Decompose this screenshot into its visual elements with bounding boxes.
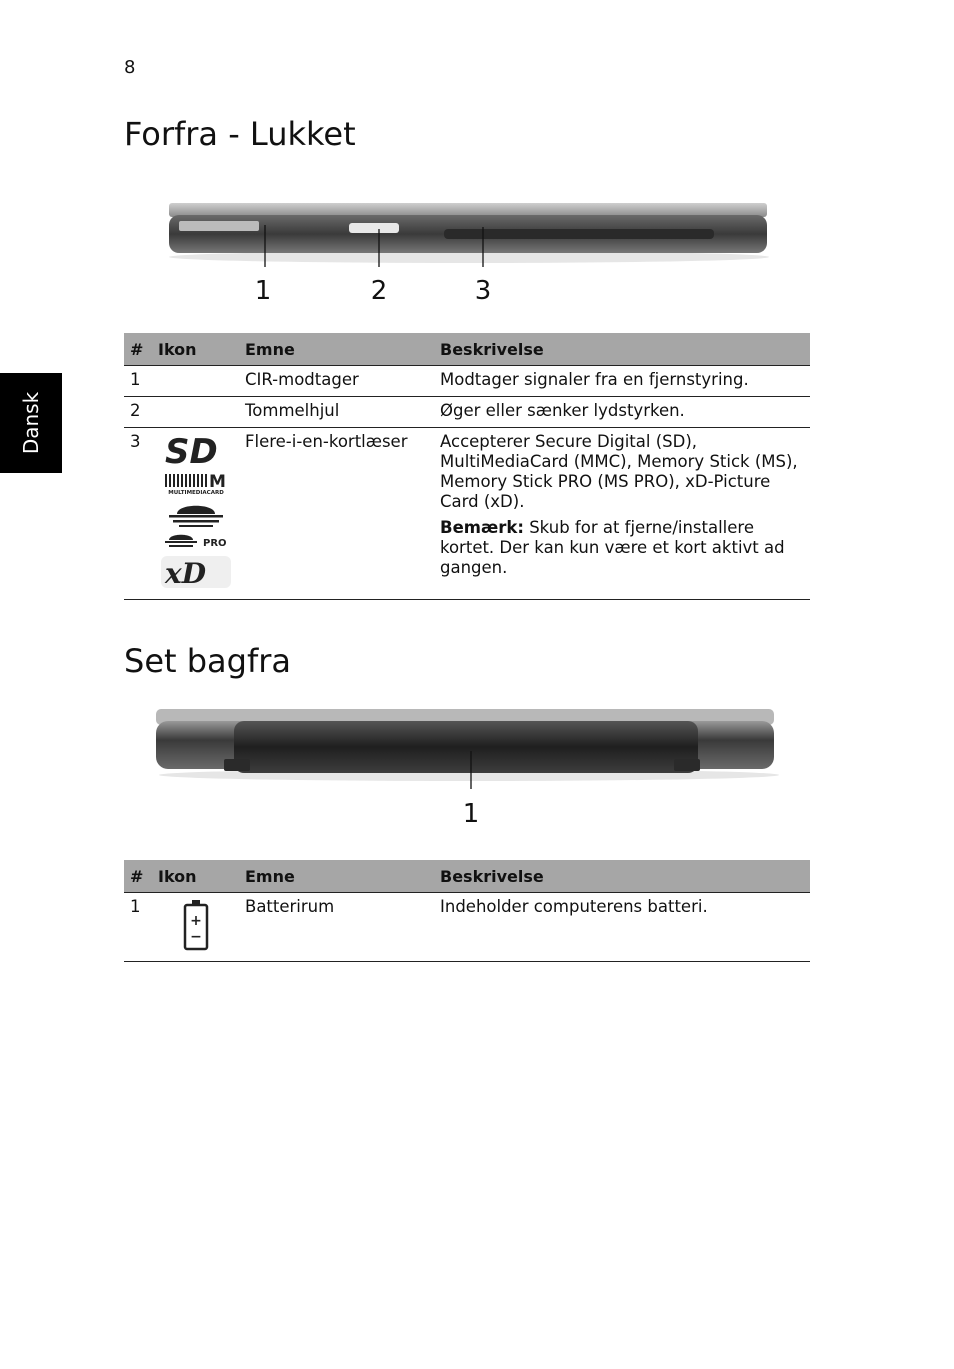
row-desc: Øger eller sænker lydstyrken.: [434, 397, 810, 428]
xd-picture-card-icon: [159, 554, 233, 590]
mmc-logo-letter: M: [208, 472, 226, 492]
front-section-title: Forfra - Lukket: [124, 115, 356, 153]
header-desc: Beskrivelse: [434, 860, 810, 893]
header-num: #: [124, 860, 152, 893]
rear-laptop-figure: [124, 703, 810, 833]
rear-section-title: Set bagfra: [124, 642, 291, 680]
table-row: [124, 893, 810, 962]
rear-ports-table: [124, 860, 810, 962]
row-icon: [152, 428, 239, 600]
row-icon: [152, 366, 239, 397]
front-laptop-illustration: [124, 195, 810, 315]
sd-logo-text: SD: [164, 434, 218, 468]
battery-plus-symbol: +: [189, 913, 202, 929]
note-label: Bemærk:: [440, 518, 524, 537]
row-item: Batterirum: [239, 893, 434, 962]
mmc-logo-caption: MULTIMEDIACARD: [167, 490, 224, 496]
table-header-row: [124, 333, 810, 366]
row-item: Tommelhjul: [239, 397, 434, 428]
xd-logo-text: xD: [164, 557, 206, 590]
language-tab: [0, 373, 62, 473]
row-item: CIR-modtager: [239, 366, 434, 397]
header-item: Emne: [239, 860, 434, 893]
front-callout-2: 2: [370, 276, 388, 306]
header-item: Emne: [239, 333, 434, 366]
row-desc: [434, 428, 810, 600]
multimediacard-icon: [162, 472, 230, 496]
front-callout-3: 3: [474, 276, 492, 306]
row-num: 3: [124, 428, 152, 600]
ms-pro-label: PRO: [202, 538, 227, 549]
memory-stick-pro-icon: [161, 532, 231, 550]
sd-card-icon: [163, 434, 229, 468]
row-desc: Indeholder computerens batteri.: [434, 893, 810, 962]
battery-icon: [183, 899, 209, 951]
row-item: Flere-i-en-kortlæser: [239, 428, 434, 600]
table-row: [124, 428, 810, 600]
row-num: 1: [124, 893, 152, 962]
row-icon: [152, 397, 239, 428]
rear-callout-1: 1: [462, 799, 480, 829]
memory-stick-icon: [163, 500, 229, 528]
front-ports-table: [124, 333, 810, 600]
front-callout-1: 1: [254, 276, 272, 306]
row-icon: [152, 893, 239, 962]
header-desc: Beskrivelse: [434, 333, 810, 366]
language-tab-label: Dansk: [19, 391, 43, 455]
card-reader-note: [440, 518, 804, 578]
row-num: 2: [124, 397, 152, 428]
row-num: 1: [124, 366, 152, 397]
row-desc: Modtager signaler fra en fjernstyring.: [434, 366, 810, 397]
table-row: [124, 366, 810, 397]
card-reader-description: Accepterer Secure Digital (SD), MultiMediaCard (MMC), Memory Stick (MS), Memory Stick PRO (MS PRO), xD-Picture Card (xD).: [440, 432, 798, 511]
header-num: #: [124, 333, 152, 366]
table-row: [124, 397, 810, 428]
table-header-row: [124, 860, 810, 893]
header-icon: Ikon: [152, 333, 239, 366]
header-icon: Ikon: [152, 860, 239, 893]
front-laptop-figure: [124, 195, 810, 315]
battery-minus-symbol: −: [189, 929, 202, 945]
rear-laptop-illustration: [124, 703, 810, 833]
page-number: 8: [124, 57, 136, 78]
note-text: Skub for at fjerne/installere kortet. Der kan kun være et kort aktivt ad gangen.: [440, 518, 785, 577]
